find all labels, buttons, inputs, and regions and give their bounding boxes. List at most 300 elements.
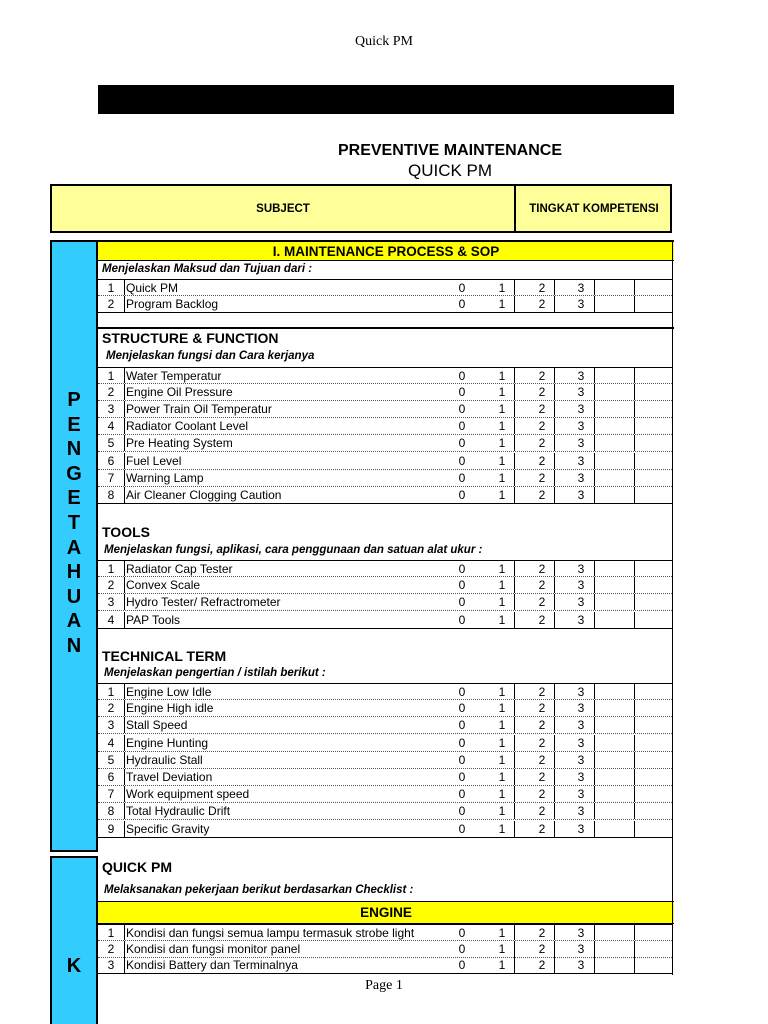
cell-border bbox=[124, 561, 125, 576]
score-option[interactable]: 2 bbox=[538, 297, 546, 311]
cell-border bbox=[594, 561, 595, 576]
score-option[interactable]: 0 bbox=[458, 595, 466, 610]
row-number: 1 bbox=[107, 685, 115, 699]
score-option[interactable]: 2 bbox=[538, 612, 546, 627]
section-subtitle: Menjelaskan fungsi, aplikasi, cara penggunaan dan satuan alat ukur : bbox=[104, 544, 483, 556]
cell-border bbox=[594, 684, 595, 699]
score-option[interactable]: 0 bbox=[458, 718, 466, 733]
score-option[interactable]: 0 bbox=[458, 958, 466, 973]
score-option[interactable]: 1 bbox=[498, 453, 506, 468]
row-number: 5 bbox=[107, 752, 115, 767]
score-option[interactable]: 0 bbox=[458, 453, 466, 468]
row-number: 1 bbox=[107, 562, 115, 576]
cell-border bbox=[634, 470, 635, 486]
score-option[interactable]: 0 bbox=[458, 770, 466, 784]
score-option[interactable]: 1 bbox=[498, 612, 506, 627]
cell-border bbox=[124, 803, 125, 819]
score-option[interactable]: 1 bbox=[498, 787, 506, 802]
section-subtitle: Melaksanakan pekerjaan berikut berdasarkan Checklist : bbox=[104, 884, 414, 896]
score-option[interactable]: 2 bbox=[538, 821, 546, 836]
cell-border bbox=[634, 957, 635, 973]
cell-border bbox=[634, 821, 635, 837]
score-option[interactable]: 0 bbox=[458, 821, 466, 836]
row-label: Quick PM bbox=[126, 281, 179, 295]
cell-border bbox=[634, 769, 635, 785]
cell-border bbox=[634, 435, 635, 451]
cell-border bbox=[514, 470, 515, 486]
cell-border bbox=[554, 700, 555, 716]
cell-border bbox=[594, 594, 595, 610]
cell-border bbox=[124, 453, 125, 469]
cell-border bbox=[634, 368, 635, 383]
cell-border bbox=[554, 296, 555, 312]
score-option[interactable]: 3 bbox=[577, 926, 585, 940]
cell-border bbox=[124, 700, 125, 716]
score-option[interactable]: 3 bbox=[577, 578, 585, 593]
row-label: Radiator Coolant Level bbox=[126, 419, 249, 434]
score-option[interactable]: 2 bbox=[538, 701, 546, 716]
cell-border bbox=[124, 384, 125, 400]
row-number: 2 bbox=[107, 701, 115, 716]
row-label: PAP Tools bbox=[126, 612, 181, 627]
cell-border bbox=[594, 296, 595, 312]
black-banner bbox=[98, 85, 674, 114]
row-number: 3 bbox=[107, 595, 115, 610]
row-number: 1 bbox=[107, 281, 115, 295]
cell-border bbox=[514, 384, 515, 400]
score-option[interactable]: 2 bbox=[538, 595, 546, 610]
row-number: 1 bbox=[107, 369, 115, 383]
score-option[interactable]: 2 bbox=[538, 487, 546, 502]
score-option[interactable]: 0 bbox=[458, 804, 466, 819]
cell-border bbox=[124, 821, 125, 837]
cell-border bbox=[124, 752, 125, 768]
score-option[interactable]: 3 bbox=[577, 419, 585, 434]
score-option[interactable]: 1 bbox=[498, 470, 506, 485]
cell-border bbox=[124, 594, 125, 610]
score-option[interactable]: 0 bbox=[458, 752, 466, 767]
cell-border bbox=[514, 296, 515, 312]
table-row bbox=[98, 594, 672, 611]
score-option[interactable]: 1 bbox=[498, 926, 506, 940]
cell-border bbox=[124, 401, 125, 417]
score-option[interactable]: 0 bbox=[458, 402, 466, 417]
score-option[interactable]: 0 bbox=[458, 612, 466, 627]
score-option[interactable]: 1 bbox=[498, 770, 506, 784]
cell-border bbox=[124, 368, 125, 383]
cell-border bbox=[514, 803, 515, 819]
cell-border bbox=[124, 577, 125, 593]
table-row bbox=[98, 700, 672, 717]
row-number: 2 bbox=[107, 385, 115, 400]
score-option[interactable]: 3 bbox=[577, 735, 585, 750]
score-option[interactable]: 0 bbox=[458, 385, 466, 400]
score-option[interactable]: 2 bbox=[538, 958, 546, 973]
cell-border bbox=[514, 453, 515, 469]
score-option[interactable]: 0 bbox=[458, 470, 466, 485]
cell-border bbox=[634, 925, 635, 940]
score-option[interactable]: 3 bbox=[577, 487, 585, 502]
cell-border bbox=[634, 612, 635, 628]
cell-border bbox=[594, 769, 595, 785]
cell-border bbox=[514, 577, 515, 593]
cell-border bbox=[124, 925, 125, 940]
section-title: STRUCTURE & FUNCTION bbox=[102, 330, 279, 346]
cell-border bbox=[124, 470, 125, 486]
score-option[interactable]: 2 bbox=[538, 770, 546, 784]
score-option[interactable]: 1 bbox=[498, 436, 506, 451]
table-row bbox=[98, 470, 672, 487]
row-label: Engine Low Idle bbox=[126, 685, 212, 699]
score-option[interactable]: 0 bbox=[458, 419, 466, 434]
score-option[interactable]: 2 bbox=[538, 470, 546, 485]
score-option[interactable]: 0 bbox=[458, 487, 466, 502]
row-number: 8 bbox=[107, 804, 115, 819]
cell-border bbox=[554, 561, 555, 576]
cell-border bbox=[124, 735, 125, 751]
score-option[interactable]: 1 bbox=[498, 385, 506, 400]
row-label: Warning Lamp bbox=[126, 470, 204, 485]
cell-border bbox=[124, 786, 125, 802]
cell-border bbox=[514, 435, 515, 451]
cell-border bbox=[514, 280, 515, 295]
cell-border bbox=[554, 925, 555, 940]
score-option[interactable]: 2 bbox=[538, 735, 546, 750]
cell-border bbox=[514, 418, 515, 434]
cell-border bbox=[514, 735, 515, 751]
section-title: QUICK PM bbox=[102, 859, 172, 875]
score-option[interactable]: 2 bbox=[538, 453, 546, 468]
cell-border bbox=[594, 612, 595, 628]
score-option[interactable]: 3 bbox=[577, 821, 585, 836]
table-row bbox=[98, 401, 672, 418]
cell-border bbox=[594, 280, 595, 295]
row-label: Air Cleaner Clogging Caution bbox=[126, 487, 282, 502]
row-number: 9 bbox=[107, 821, 115, 836]
cell-border bbox=[634, 418, 635, 434]
score-option[interactable]: 3 bbox=[577, 436, 585, 451]
cell-border bbox=[554, 612, 555, 628]
cell-border bbox=[514, 561, 515, 576]
score-option[interactable]: 1 bbox=[498, 701, 506, 716]
score-option[interactable]: 3 bbox=[577, 385, 585, 400]
score-option[interactable]: 0 bbox=[458, 787, 466, 802]
table-row bbox=[98, 296, 672, 313]
score-option[interactable]: 1 bbox=[498, 419, 506, 434]
score-option[interactable]: 3 bbox=[577, 562, 585, 576]
cell-border bbox=[514, 487, 515, 503]
row-label: Power Train Oil Temperatur bbox=[126, 402, 272, 417]
cell-border bbox=[554, 735, 555, 751]
score-option[interactable]: 0 bbox=[458, 735, 466, 750]
table-row bbox=[98, 367, 672, 384]
score-option[interactable]: 2 bbox=[538, 281, 546, 295]
score-option[interactable]: 2 bbox=[538, 436, 546, 451]
cell-border bbox=[634, 752, 635, 768]
score-option[interactable]: 2 bbox=[538, 804, 546, 819]
cell-border bbox=[514, 925, 515, 940]
cell-border bbox=[594, 470, 595, 486]
section-title: TECHNICAL TERM bbox=[102, 648, 227, 664]
cell-border bbox=[514, 594, 515, 610]
cell-border bbox=[554, 717, 555, 733]
cell-border bbox=[514, 752, 515, 768]
row-label: Engine Hunting bbox=[126, 735, 209, 750]
table-row bbox=[98, 957, 672, 974]
row-number: 3 bbox=[107, 958, 115, 973]
score-option[interactable]: 2 bbox=[538, 752, 546, 767]
score-option[interactable]: 0 bbox=[458, 578, 466, 593]
score-option[interactable]: 2 bbox=[538, 718, 546, 733]
row-label: Hydraulic Stall bbox=[126, 752, 203, 767]
side-letter: E bbox=[67, 487, 81, 510]
row-label: Engine High idle bbox=[126, 701, 214, 716]
row-number: 5 bbox=[107, 436, 115, 451]
cell-border bbox=[554, 384, 555, 400]
score-option[interactable]: 1 bbox=[498, 752, 506, 767]
score-option[interactable]: 3 bbox=[577, 685, 585, 699]
table-row bbox=[98, 717, 672, 734]
score-option[interactable]: 0 bbox=[458, 562, 466, 576]
cell-border bbox=[634, 803, 635, 819]
row-number: 3 bbox=[107, 402, 115, 417]
cell-border bbox=[634, 684, 635, 699]
section-subtitle: Menjelaskan Maksud dan Tujuan dari : bbox=[102, 263, 313, 275]
side-letter: T bbox=[67, 512, 81, 534]
table-row bbox=[98, 786, 672, 803]
side-letter: H bbox=[66, 561, 82, 584]
table-row bbox=[98, 435, 672, 452]
cell-border bbox=[514, 700, 515, 716]
row-label: Fuel Level bbox=[126, 453, 182, 468]
score-option[interactable]: 3 bbox=[577, 958, 585, 973]
table-row bbox=[98, 821, 672, 838]
side-letter: G bbox=[66, 462, 82, 485]
score-option[interactable]: 0 bbox=[458, 281, 466, 295]
cell-border bbox=[124, 296, 125, 312]
row-number: 2 bbox=[107, 297, 115, 311]
row-label: Program Backlog bbox=[126, 297, 219, 311]
doc-title: PREVENTIVE MAINTENANCE bbox=[337, 142, 563, 159]
score-option[interactable]: 2 bbox=[538, 562, 546, 576]
cell-border bbox=[514, 684, 515, 699]
score-option[interactable]: 2 bbox=[538, 385, 546, 400]
table-row bbox=[98, 752, 672, 769]
cell-border bbox=[554, 594, 555, 610]
cell-border bbox=[514, 401, 515, 417]
cell-border bbox=[124, 957, 125, 973]
score-option[interactable]: 0 bbox=[458, 297, 466, 311]
cell-border bbox=[514, 821, 515, 837]
section-divider bbox=[98, 327, 674, 329]
cell-border bbox=[514, 941, 515, 957]
side-letter: E bbox=[67, 413, 81, 436]
row-number: 7 bbox=[107, 470, 115, 485]
score-option[interactable]: 2 bbox=[538, 926, 546, 940]
cell-border bbox=[554, 941, 555, 957]
row-number: 2 bbox=[107, 941, 115, 956]
cell-border bbox=[594, 957, 595, 973]
cell-border bbox=[124, 941, 125, 957]
score-option[interactable]: 3 bbox=[577, 752, 585, 767]
cell-border bbox=[634, 577, 635, 593]
cell-border bbox=[634, 280, 635, 295]
row-label: Specific Gravity bbox=[126, 821, 210, 836]
score-option[interactable]: 1 bbox=[498, 487, 506, 502]
cell-border bbox=[594, 401, 595, 417]
score-option[interactable]: 3 bbox=[577, 470, 585, 485]
cell-border bbox=[594, 384, 595, 400]
cell-border bbox=[594, 735, 595, 751]
cell-border bbox=[554, 435, 555, 451]
table-row bbox=[98, 924, 672, 941]
score-option[interactable]: 0 bbox=[458, 926, 466, 940]
cell-border bbox=[124, 418, 125, 434]
score-option[interactable]: 1 bbox=[498, 941, 506, 956]
score-option[interactable]: 1 bbox=[498, 562, 506, 576]
score-option[interactable]: 0 bbox=[458, 369, 466, 383]
table-row bbox=[98, 279, 672, 296]
score-option[interactable]: 3 bbox=[577, 402, 585, 417]
score-option[interactable]: 2 bbox=[538, 787, 546, 802]
cell-border bbox=[594, 700, 595, 716]
cell-border bbox=[514, 717, 515, 733]
cell-border bbox=[634, 941, 635, 957]
score-option[interactable]: 3 bbox=[577, 718, 585, 733]
score-option[interactable]: 1 bbox=[498, 685, 506, 699]
side-letter: N bbox=[66, 635, 82, 657]
row-label: Radiator Cap Tester bbox=[126, 562, 233, 576]
side-letter: N bbox=[66, 438, 82, 461]
cell-border bbox=[594, 941, 595, 957]
cell-border bbox=[634, 561, 635, 576]
cell-border bbox=[554, 752, 555, 768]
side-letter: P bbox=[67, 389, 81, 411]
table-row bbox=[98, 683, 672, 700]
score-option[interactable]: 1 bbox=[498, 402, 506, 417]
score-option[interactable]: 2 bbox=[538, 419, 546, 434]
score-option[interactable]: 3 bbox=[577, 941, 585, 956]
score-option[interactable]: 3 bbox=[577, 453, 585, 468]
row-number: 4 bbox=[107, 735, 115, 750]
score-option[interactable]: 3 bbox=[577, 612, 585, 627]
score-option[interactable]: 1 bbox=[498, 281, 506, 295]
score-option[interactable]: 3 bbox=[577, 281, 585, 295]
table-right-border bbox=[672, 240, 673, 975]
row-number: 1 bbox=[107, 926, 115, 940]
score-option[interactable]: 3 bbox=[577, 297, 585, 311]
score-option[interactable]: 1 bbox=[498, 718, 506, 733]
score-option[interactable]: 1 bbox=[498, 595, 506, 610]
cell-border bbox=[124, 435, 125, 451]
row-label: Water Temperatur bbox=[126, 369, 222, 383]
score-option[interactable]: 1 bbox=[498, 958, 506, 973]
cell-border bbox=[554, 487, 555, 503]
cell-border bbox=[594, 577, 595, 593]
cell-border bbox=[554, 769, 555, 785]
cell-border bbox=[514, 786, 515, 802]
cell-border bbox=[594, 803, 595, 819]
cell-border bbox=[124, 684, 125, 699]
cell-border bbox=[594, 418, 595, 434]
row-label: Stall Speed bbox=[126, 718, 188, 733]
cell-border bbox=[124, 717, 125, 733]
cell-border bbox=[634, 700, 635, 716]
score-option[interactable]: 3 bbox=[577, 804, 585, 819]
cell-border bbox=[124, 487, 125, 503]
score-option[interactable]: 2 bbox=[538, 402, 546, 417]
cell-border bbox=[634, 717, 635, 733]
score-option[interactable]: 0 bbox=[458, 701, 466, 716]
cell-border bbox=[514, 957, 515, 973]
cell-border bbox=[634, 384, 635, 400]
table-row bbox=[98, 735, 672, 752]
score-option[interactable]: 0 bbox=[458, 941, 466, 956]
score-option[interactable]: 1 bbox=[498, 369, 506, 383]
side-letter: A bbox=[66, 536, 82, 559]
cell-border bbox=[594, 752, 595, 768]
cell-border bbox=[634, 487, 635, 503]
cell-border bbox=[634, 401, 635, 417]
score-option[interactable]: 1 bbox=[498, 804, 506, 819]
cell-border bbox=[634, 296, 635, 312]
cell-border bbox=[514, 769, 515, 785]
cell-border bbox=[124, 612, 125, 628]
score-option[interactable]: 2 bbox=[538, 578, 546, 593]
table-row bbox=[98, 577, 672, 594]
cell-border bbox=[514, 368, 515, 383]
cell-border bbox=[594, 453, 595, 469]
cell-border bbox=[594, 717, 595, 733]
score-option[interactable]: 1 bbox=[498, 578, 506, 593]
row-label: Kondisi dan fungsi monitor panel bbox=[126, 941, 301, 956]
cell-border bbox=[554, 786, 555, 802]
cell-border bbox=[124, 280, 125, 295]
cell-border bbox=[634, 594, 635, 610]
row-number: 6 bbox=[107, 453, 115, 468]
row-label: Travel Deviation bbox=[126, 770, 213, 784]
score-option[interactable]: 0 bbox=[458, 436, 466, 451]
score-option[interactable]: 1 bbox=[498, 821, 506, 836]
row-label: Kondisi Battery dan Terminalnya bbox=[126, 958, 298, 973]
score-option[interactable]: 1 bbox=[498, 735, 506, 750]
score-option[interactable]: 2 bbox=[538, 369, 546, 383]
score-option[interactable]: 1 bbox=[498, 297, 506, 311]
score-option[interactable]: 3 bbox=[577, 787, 585, 802]
row-label: Work equipment speed bbox=[126, 787, 250, 802]
score-option[interactable]: 3 bbox=[577, 701, 585, 716]
section-subtitle: Menjelaskan fungsi dan Cara kerjanya bbox=[106, 350, 315, 362]
cell-border bbox=[634, 453, 635, 469]
cell-border bbox=[554, 453, 555, 469]
row-label: Hydro Tester/ Refractrometer bbox=[126, 595, 281, 610]
score-option[interactable]: 3 bbox=[577, 595, 585, 610]
table-row bbox=[98, 384, 672, 401]
row-label: Convex Scale bbox=[126, 578, 201, 593]
row-label: Engine Oil Pressure bbox=[126, 385, 233, 400]
cell-border bbox=[514, 612, 515, 628]
row-label: Total Hydraulic Drift bbox=[126, 804, 231, 819]
score-option[interactable]: 0 bbox=[458, 685, 466, 699]
score-option[interactable]: 2 bbox=[538, 685, 546, 699]
score-option[interactable]: 3 bbox=[577, 369, 585, 383]
score-option[interactable]: 2 bbox=[538, 941, 546, 956]
cell-border bbox=[594, 821, 595, 837]
row-number: 2 bbox=[107, 578, 115, 593]
score-option[interactable]: 3 bbox=[577, 770, 585, 784]
row-number: 8 bbox=[107, 487, 115, 502]
section-band-engine: ENGINE bbox=[98, 901, 674, 924]
